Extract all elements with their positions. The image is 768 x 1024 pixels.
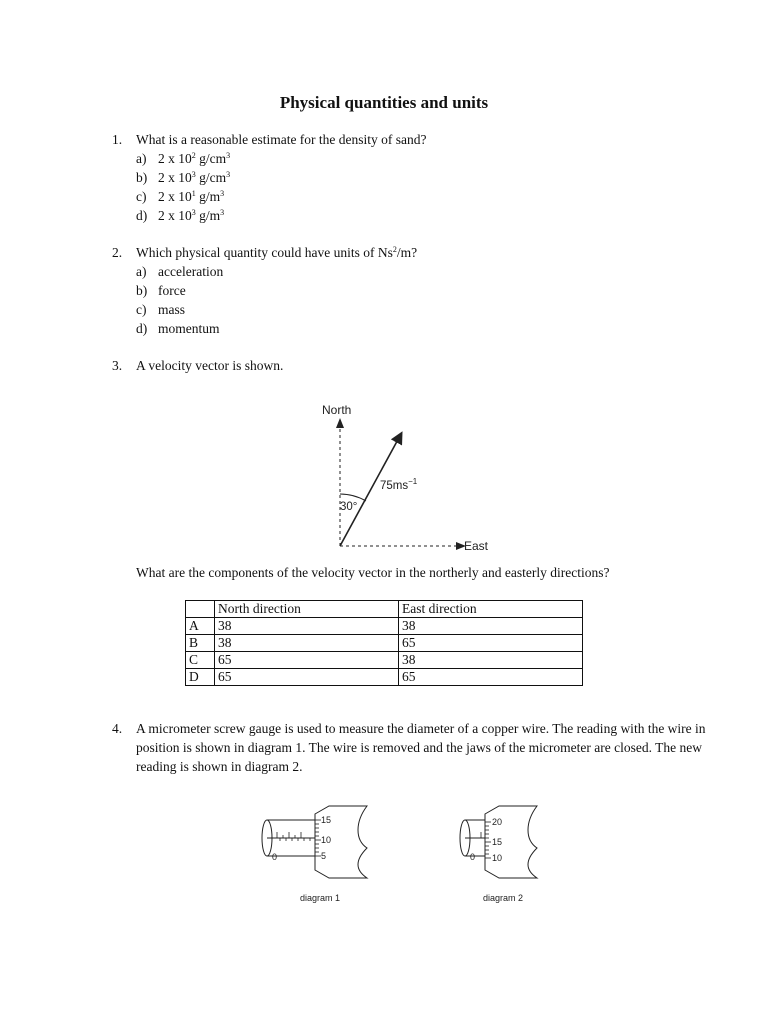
answer-table [185, 600, 583, 686]
thimble-label: 5 [321, 851, 327, 861]
diagram-caption: diagram 2 [483, 893, 524, 903]
sleeve-zero-label: 0 [272, 852, 278, 862]
thimble-label: 10 [492, 853, 503, 863]
sleeve-zero-label: 0 [470, 852, 476, 862]
table-header-row: North direction East direction [186, 601, 583, 618]
velocity-vector-diagram [300, 398, 520, 558]
micrometer-diagram-2 [455, 800, 575, 910]
micrometer-diagram-1 [255, 800, 385, 910]
north-label: North [322, 403, 352, 417]
north-arrow-head [336, 418, 344, 428]
question-text: What is a reasonable estimate for the density of sand? [136, 132, 427, 147]
option-a: a) acceleration [136, 264, 224, 279]
option-c: c) 2 x $10^1$ $g/m^3$ [136, 189, 225, 204]
table-row: B 38 65 [186, 635, 583, 652]
question-text: A velocity vector is shown. [136, 358, 284, 373]
question-text: A micrometer screw gauge is used to measure the diameter of a copper wire. The reading with the wire in position is shown in diagram 1. The wire is removed and the jaws of the micrometer are closed. The new reading is shown in diagram 2. [136, 721, 706, 774]
thimble-label: 20 [492, 817, 503, 827]
options-list [136, 149, 230, 225]
angle-arc [340, 494, 366, 501]
table-row: D 65 65 [186, 669, 583, 686]
option-d: d) momentum [136, 321, 220, 336]
table-row: C 65 38 [186, 652, 583, 669]
speed-label: $75ms^{-1}$ [380, 477, 418, 492]
option-d: d) 2 x $10^3$ $g/m^3$ [136, 208, 225, 223]
option-a: a) 2 x $10^2$ $g/cm^3$ [136, 151, 231, 166]
question-text: What are the components of the velocity vector in the northerly and easterly directions? [136, 565, 610, 580]
east-label: East [464, 539, 489, 553]
option-b: b) force [136, 283, 186, 298]
question-number: 1. [112, 132, 123, 147]
question-number: 3. [112, 358, 123, 373]
page-title: Physical quantities and units [279, 93, 489, 112]
option-c: c) mass [136, 302, 185, 317]
options-list [136, 262, 223, 338]
table-row: A 38 38 [186, 618, 583, 635]
angle-label: 30° [340, 501, 358, 513]
diagram-caption: diagram 1 [300, 893, 341, 903]
question-number: 4. [112, 721, 123, 736]
thimble-label: 15 [492, 837, 503, 847]
thimble-label: 10 [321, 835, 332, 845]
question-text: Which physical quantity could have units of Ns$^2$/m? [136, 245, 418, 260]
question-number: 2. [112, 245, 123, 260]
option-b: b) 2 x $10^3$ $g/cm^3$ [136, 170, 231, 185]
thimble-label: 15 [321, 815, 332, 825]
